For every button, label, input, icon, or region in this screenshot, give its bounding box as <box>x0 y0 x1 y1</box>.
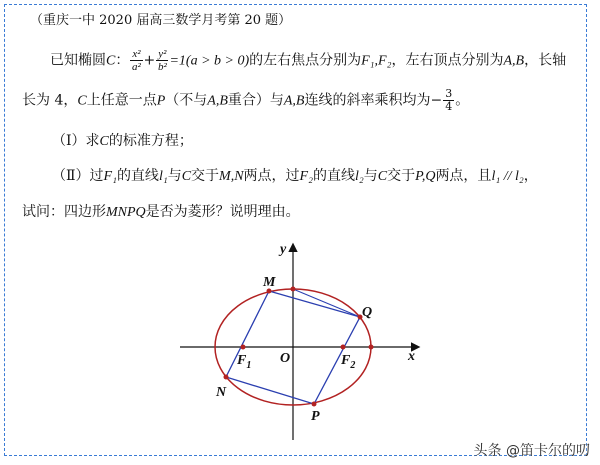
text: 的直线 <box>116 168 159 184</box>
label-M: M <box>263 275 276 290</box>
text: ，左右顶点分别为 <box>391 52 504 69</box>
minus: − <box>430 92 443 109</box>
segment <box>293 289 360 317</box>
label-Q: Q <box>362 305 373 320</box>
text: 。 <box>455 92 470 109</box>
var-C: C <box>181 169 192 184</box>
var-PQ: P,Q <box>415 169 436 184</box>
plus: + <box>143 52 156 69</box>
text: ， <box>523 168 538 184</box>
text: （Ⅰ）求 <box>52 133 100 149</box>
text: ，长轴 <box>524 52 567 69</box>
text: 上任意一点 <box>86 92 157 109</box>
var-l1: l₁ <box>158 169 168 184</box>
problem-header: （重庆一中 2020 届高三数学月考第 20 题） <box>30 13 292 28</box>
vertices: A,B <box>503 53 525 69</box>
var-l2: l₂ <box>354 169 364 184</box>
text: 与 <box>363 168 378 184</box>
var-C: C <box>377 169 388 184</box>
var-P: P <box>156 93 166 109</box>
text: ： <box>115 52 130 69</box>
numerator: y² <box>158 48 167 60</box>
var-C: C <box>77 93 87 109</box>
label-y-axis: y <box>280 242 287 257</box>
denominator: 4 <box>445 100 453 113</box>
label-O: O <box>280 351 291 366</box>
text: 两点，且 <box>435 168 492 184</box>
label-F2: $F_2$ <box>341 353 356 371</box>
denominator: b² <box>157 61 167 73</box>
var-C: C <box>106 53 116 69</box>
text: 连线的斜率乘积均为 <box>304 92 431 109</box>
label-P: P <box>311 409 320 424</box>
var-AB: A,B <box>207 93 228 109</box>
text: （不与 <box>165 92 208 109</box>
var-MNPQ: MNPQ <box>106 205 146 220</box>
point-right-vertex <box>369 345 374 350</box>
text: 与 <box>167 168 182 184</box>
var-MN: M,N <box>219 169 244 184</box>
label-N: N <box>216 385 227 400</box>
point-N <box>224 375 229 380</box>
var-F1: F₁ <box>103 169 117 184</box>
text: （Ⅱ）过 <box>52 168 104 184</box>
var-F2: F₂ <box>299 169 313 184</box>
text: 是否为菱形？说明理由。 <box>145 204 300 220</box>
foci: F₁,F₂ <box>361 53 392 69</box>
parallel-condition: l₁ // l₂ <box>491 169 524 184</box>
var-C: C <box>99 134 109 149</box>
numerator: x² <box>132 48 141 60</box>
text: 的左右焦点分别为 <box>249 52 362 69</box>
text: 的标准方程； <box>108 133 193 149</box>
denominator: a² <box>132 61 141 73</box>
condition: =1(a > b > 0) <box>169 53 250 69</box>
text: 试问：四边形 <box>22 204 106 220</box>
point-F2 <box>341 345 346 350</box>
point-top <box>291 287 296 292</box>
var-AB: A,B <box>283 93 305 109</box>
numerator: 3 <box>445 87 453 100</box>
text: 已知椭圆 <box>50 52 106 69</box>
text: 的直线 <box>312 168 355 184</box>
text: 两点，过 <box>243 168 300 184</box>
text: 交于 <box>191 168 220 184</box>
text: 长为 4， <box>22 92 78 109</box>
label-F1: $F_1$ <box>237 353 252 371</box>
label-x-axis: x <box>408 349 415 364</box>
text: 交于 <box>387 168 416 184</box>
text: 重合）与 <box>227 92 284 109</box>
point-F1 <box>241 345 246 350</box>
point-P <box>312 402 317 407</box>
watermark: 头条 @笛卡尔的叨 <box>473 443 590 459</box>
